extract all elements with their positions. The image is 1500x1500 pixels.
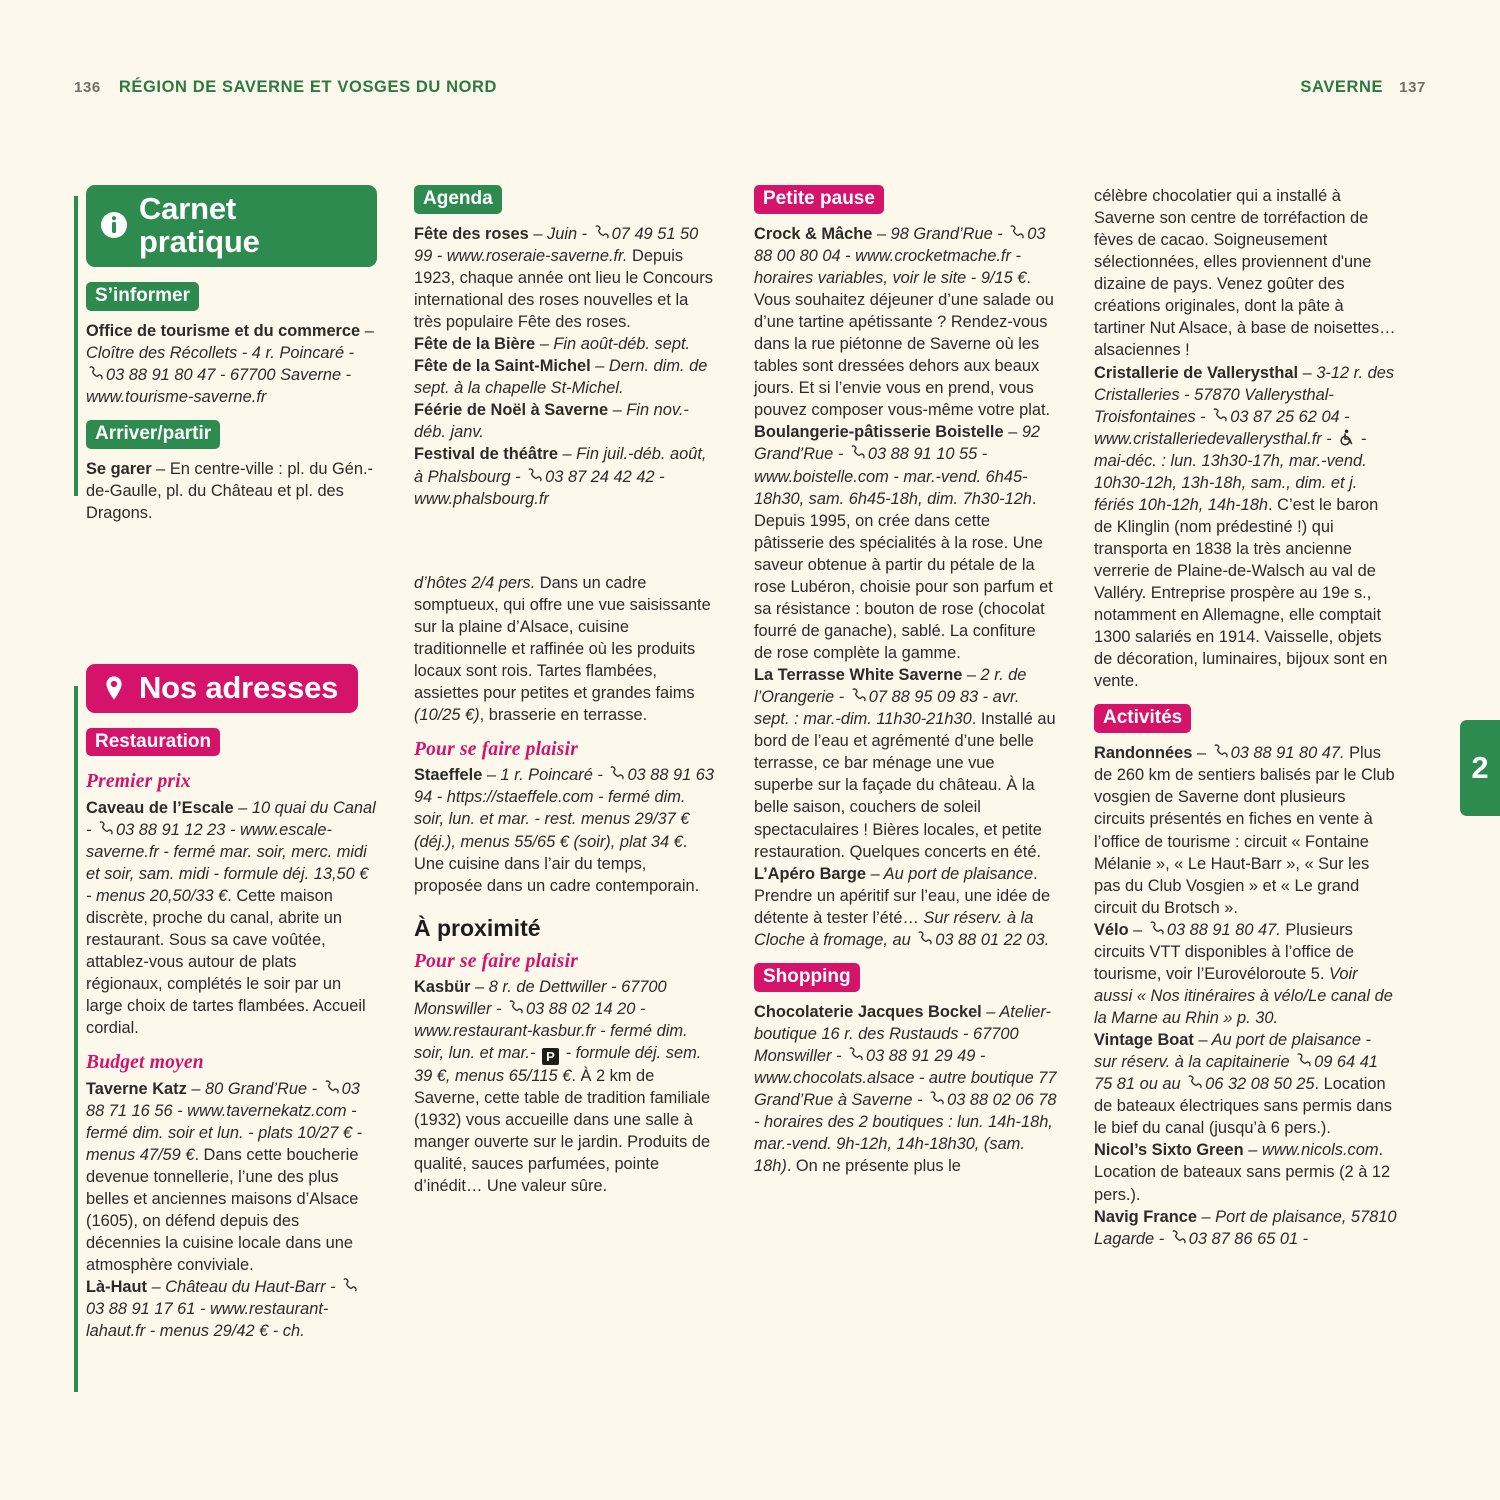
- entry-detail-3: .: [1044, 930, 1050, 949]
- entry-office-tourisme: [86, 320, 377, 408]
- entry-detail-2: - https://staeffele.com - fermé dim. soir, lun. et mar. - rest. menus 29/37 € (déj.), menus 55/65 € (soir), plat 34 €: [414, 788, 690, 851]
- entry-detail: – Juin -: [528, 224, 592, 243]
- entry-description: Depuis 1923, chaque année ont lieu le Concours international des roses nouvelles et la très populaire Fête des roses.: [414, 246, 713, 332]
- entry-se-garer: [86, 458, 377, 524]
- activites-chip: Activités: [1094, 704, 1191, 733]
- entry-name: Chocolaterie Jacques Bockel: [754, 1002, 982, 1021]
- entry-detail-3: - formule déj. sem. 39 €, menus 65/115 €: [414, 1044, 702, 1086]
- entry-name: Fête de la Saint-Michel: [414, 357, 591, 376]
- entry-phone: 03 88 91 29 49: [865, 1046, 976, 1065]
- entry-detail: – 1 r. Poincaré -: [482, 766, 608, 785]
- page-number-left: 136: [74, 79, 101, 96]
- parking-icon: P: [542, 1048, 559, 1065]
- entry-name: Office de tourisme et du commerce: [86, 321, 361, 340]
- entry-navig-france: [1094, 1206, 1397, 1250]
- entry-phone: 03 87 25 62 04: [1230, 407, 1340, 426]
- entry-detail-2: Sur réserv. à la Cloche à fromage, au: [754, 908, 1034, 949]
- page-number-right: 137: [1399, 79, 1426, 96]
- entry-cross-reference: Voir aussi « Nos itinéraires à vélo/Le canal de la Marne au Rhin » p. 30.: [1094, 964, 1393, 1028]
- entry-detail: d’hôtes 2/4 pers.: [414, 573, 536, 592]
- entry-detail: – Dern. dim. de sept. à la chapelle St-Michel.: [414, 357, 708, 398]
- entry-name: Vélo: [1094, 920, 1129, 939]
- entry-detail: –: [1192, 744, 1211, 763]
- entry-name: Se garer: [86, 459, 152, 478]
- entry-name: Caveau de l’Escale: [86, 798, 234, 817]
- phone-icon: [87, 365, 104, 382]
- phone-icon: [847, 1046, 864, 1063]
- entry-detail: – Fin août-déb. sept.: [535, 335, 691, 354]
- entry-detail-2: - www.crocketmache.fr - horaires variables, voir le site - 9/15 €: [754, 246, 1027, 287]
- entry-name: Fête des roses: [414, 224, 529, 243]
- entry-phone: 03 88 71 16 56: [86, 1079, 360, 1120]
- entry-detail-2: - www.chocolats.alsace - autre boutique 77 Grand’Rue à Saverne -: [754, 1046, 1057, 1109]
- entry-description: . Dans cette boucherie devenue tonnellerie, l’une des plus belles et anciennes maisons d’Alsace (1605), on défend depuis des décennies la cuisine locale dans une atmosphère conviviale.: [86, 1145, 359, 1274]
- carnet-pratique-banner: [86, 185, 377, 267]
- entry-velo: [1094, 919, 1397, 1029]
- rubric-budget-moyen: Budget moyen: [86, 1052, 204, 1074]
- running-head-right: [1300, 78, 1426, 97]
- entry-detail-3: - mai-déc. : lun. 13h30-17h, mar.-vend. 10h30-12h, 13h-18h, sam., dim. et j. fériés 10h-12h, 14h-18h: [1094, 429, 1367, 514]
- entry-phone: 03 87 86 65 01: [1188, 1229, 1299, 1248]
- agenda-chip: Agenda: [414, 185, 502, 214]
- entry-name: La Terrasse White Saverne: [754, 666, 963, 685]
- entry-detail-2: -: [1298, 1229, 1309, 1248]
- entry-phone: 03 88 91 10 55: [867, 445, 978, 464]
- restauration-chip: Restauration: [86, 728, 220, 757]
- entry-detail: – Au port de plaisance - sur réserv. à la capitainerie: [1094, 1031, 1371, 1072]
- entry-description: . Cette maison discrète, proche du canal, abrite un restaurant. Sous sa cave voûtée, attablez-vous autour de plats régionaux, complétés le soir par un large choix de tartes flambées. Accueil cordial.: [86, 886, 366, 1038]
- entry-detail-2: ou au: [1135, 1075, 1186, 1094]
- entry-phone: 07 88 95 09 83: [868, 688, 979, 707]
- column-4: [1094, 185, 1397, 1342]
- phone-icon: [850, 687, 867, 704]
- entry-text: – En centre-ville : pl. du Gén.-de-Gaulle, pl. du Château et pl. des Dragons.: [86, 459, 373, 522]
- map-pin-icon: [100, 674, 128, 702]
- phone-icon: [608, 765, 625, 782]
- phone-icon: [1148, 920, 1165, 937]
- entry-chocolaterie-bockel-continued: célèbre chocolatier qui a installé à Saverne son centre de torréfaction de fèves de cacao. Soigneusement sélectionnées, elles proviennent d'une dizaine de pays. Venez goûter des créations originales, dont la pâte à tartiner Nut Alsace, à base de noisettes… alsaciennes !: [1094, 187, 1396, 360]
- phone-icon: [916, 930, 933, 947]
- phone-icon: [1170, 1229, 1187, 1246]
- entry-cristallerie-vallerysthal: [1094, 362, 1397, 693]
- entry-detail-2: .: [1339, 744, 1345, 763]
- entry-detail: – 3-12 r. des Cristalleries - 57870 Vallerysthal-Troisfontaines -: [1094, 363, 1395, 426]
- entry-name: Nicol’s Sixto Green: [1094, 1141, 1244, 1160]
- entry-kasbur: [414, 976, 717, 1198]
- phone-icon: [593, 224, 610, 241]
- rubric-pour-se-faire-plaisir: Pour se faire plaisir: [414, 739, 578, 761]
- entry-description: Plusieurs circuits VTT disponibles à l’office de tourisme, voir l’Eurovéloroute 5.: [1094, 920, 1354, 983]
- entry-detail-2: - www.boistelle.com - mar.-vend. 6h45-18h30, sam. 6h45-18h, dim. 7h30-12h: [754, 445, 1032, 508]
- entry-phone: 03 88 91 12 23: [116, 820, 226, 839]
- entry-name: Festival de théâtre: [414, 445, 558, 464]
- entry-phone: 03 88 91 80 47: [106, 365, 216, 384]
- entry-name: Taverne Katz: [86, 1079, 187, 1098]
- a-proximite-heading: À proximité: [414, 914, 541, 941]
- entry-fete-des-roses: [414, 223, 717, 333]
- petite-pause-chip: Petite pause: [754, 185, 884, 214]
- entry-staeffele: [414, 764, 717, 896]
- entry-apero-barge: [754, 863, 1057, 951]
- nos-adresses-banner: [86, 664, 358, 712]
- entry-detail-2: .: [1276, 920, 1281, 939]
- entry-detail: – Château du Haut-Barr -: [147, 1278, 341, 1297]
- entry-phone: 09 64 41 75 81: [1094, 1053, 1378, 1094]
- entry-description: . Installé au bord de l’eau et agrémenté d’une belle terrasse, ce bar ménage une vue superbe sur la façade du château. À la belle saison, couchers de soleil spectaculaires ! Bières locales, et petite restauration. Quelques concerts en été.: [754, 710, 1056, 861]
- entry-chocolaterie-bockel: [754, 1001, 1057, 1178]
- entry-description: Dans un cadre somptueux, qui offre une vue saisissante sur la plaine d’Alsace, cuisine traditionnelle et raffinée où les produits locaux sont rois. Tartes flambées, assiettes pour petites et grandes faims: [414, 573, 711, 702]
- phone-icon: [97, 820, 114, 837]
- entry-detail-2: - www.phalsbourg.fr: [414, 467, 665, 508]
- entry-phone: 03 88 91 63 94: [414, 766, 715, 807]
- entry-la-haut: [86, 1276, 377, 1342]
- wheelchair-icon: [1338, 429, 1354, 446]
- entry-detail-2: - www.tavernekatz.com - fermé dim. soir et lun. - plats 10/27 € - menus 47/59 €: [86, 1101, 363, 1164]
- running-head-left: [74, 78, 497, 97]
- entry-detail: – Fin nov.-déb. janv.: [414, 401, 689, 442]
- phone-icon: [1212, 743, 1229, 760]
- entry-price: (10/25 €): [414, 706, 480, 725]
- phone-icon: [507, 999, 524, 1016]
- entry-name: Cristallerie de Vallerysthal: [1094, 363, 1299, 382]
- entry-name: Boulangerie-pâtisserie Boistelle: [754, 423, 1004, 442]
- entry-phone: 03 88 00 80 04: [754, 224, 1046, 265]
- entry-description: . Location de bateaux sans permis (2 à 12 pers.).: [1094, 1141, 1391, 1204]
- entry-phone: 03 88 91 80 47: [1230, 744, 1340, 763]
- phone-icon: [1186, 1074, 1203, 1091]
- entry-detail: – 2 r. de l’Orangerie -: [754, 666, 1027, 707]
- entry-fete-saint-michel: [414, 355, 717, 399]
- entry-detail: – 92 Grand’Rue -: [754, 423, 1041, 464]
- chapter-thumb-tab: 2: [1460, 720, 1500, 816]
- entry-name: Randonnées: [1094, 744, 1193, 763]
- entry-name: Kasbür: [414, 977, 471, 996]
- rubric-premier-prix: Premier prix: [86, 771, 191, 793]
- entry-feerie-noel: [414, 399, 717, 443]
- entry-detail: –: [1128, 920, 1147, 939]
- entry-description: . À 2 km de Saverne, cette table de tradition familiale (1932) vous accueille dans une salle à manger ouverte sur le jardin. Produits de qualité, sauces parfumées, pointe d’inédit… Une valeur sûre.: [414, 1067, 711, 1196]
- page-columns: [74, 185, 1426, 1342]
- rubric-pour-se-faire-plaisir-2: Pour se faire plaisir: [414, 950, 578, 972]
- entry-phone: 03 88 02 14 20: [525, 999, 636, 1018]
- phone-icon: [526, 467, 543, 484]
- running-head-left-title: RÉGION DE SAVERNE ET VOSGES DU NORD: [118, 78, 498, 96]
- entry-detail: – Au port de plaisance: [866, 864, 1034, 883]
- entry-detail-2: - www.cristalleriedevallerysthal.fr -: [1094, 407, 1350, 448]
- phone-icon: [1008, 224, 1025, 241]
- entry-name: Navig France: [1094, 1207, 1197, 1226]
- entry-description: . On ne présente plus le: [786, 1157, 961, 1176]
- phone-icon: [928, 1090, 945, 1107]
- entry-detail: – www.nicols.com: [1243, 1141, 1379, 1160]
- entry-festival-theatre: [414, 443, 717, 509]
- arriver-partir-chip: Arriver/partir: [86, 420, 220, 449]
- entry-name: Féérie de Noël à Saverne: [414, 401, 609, 420]
- entry-description: . Une cuisine dans l’air du temps, proposée dans un cadre contemporain.: [414, 832, 700, 895]
- carnet-pratique-label: Carnet pratique: [139, 191, 260, 260]
- entry-description: . C’est le baron de Klinglin (nom prédestiné !) qui transporta en 1838 la très ancienne verrerie de Plaine-de-Walsch au val de Valléry. Entreprise prospère au 19e s., notamment en Allemagne, elle comptait 1300 salariés en 1914. Vaisselle, objets de décoration, luminaires, bijoux sont en vente.: [1094, 495, 1388, 691]
- entry-detail: – Atelier-boutique 16 r. des Rustauds - 67700 Monswiller -: [754, 1002, 1051, 1065]
- sinformer-chip: S’informer: [86, 282, 199, 311]
- running-head-right-title: SAVERNE: [1300, 78, 1384, 96]
- nos-adresses-label: Nos adresses: [139, 670, 339, 706]
- entry-la-haut-continued: [414, 572, 717, 726]
- entry-phone: 03 88 01 22 03: [935, 930, 1045, 949]
- entry-detail: – Port de plaisance, 57810 Lagarde -: [1094, 1207, 1397, 1248]
- entry-phone: 03 87 24 42 42: [545, 467, 655, 486]
- entry-description-2: , brasserie en terrasse.: [479, 706, 648, 725]
- entry-name: Staeffele: [414, 766, 483, 785]
- column-3: [754, 185, 1057, 1342]
- entry-terrasse-white-saverne: [754, 664, 1057, 863]
- info-circle-icon: [100, 211, 128, 239]
- entry-detail-3: - horaires des 2 boutiques : lun. 14h-18h, mar.-vend. 9h-12h, 14h-18h30, (sam. 18h): [754, 1113, 1053, 1176]
- shopping-chip: Shopping: [754, 963, 860, 992]
- entry-detail: – 98 Grand’Rue -: [872, 224, 1008, 243]
- entry-taverne-katz: [86, 1078, 377, 1277]
- entry-crock-mache: [754, 223, 1057, 422]
- entry-detail: – 80 Grand’Rue -: [186, 1079, 322, 1098]
- column-2: [414, 185, 717, 1342]
- entry-detail-2: - www.escale-saverne.fr - fermé mar. soir, merc. midi et soir, sam. midi - formule déj. 13,50 € - menus 20,50/33 €: [86, 820, 369, 905]
- entry-detail: – Cloître des Récollets - 4 r. Poincaré -: [86, 321, 374, 362]
- entry-description: . Location de bateaux électriques sans permis dans le bief du canal (jusqu’à 6 pers.).: [1094, 1075, 1392, 1138]
- entry-detail: – 10 quai du Canal -: [86, 798, 376, 839]
- entry-phone: 07 49 51 50 99: [414, 224, 699, 265]
- entry-description: . Prendre un apéritif sur l’eau, une idée de détente à tester l’été…: [754, 864, 1051, 927]
- entry-boistelle: [754, 421, 1057, 664]
- entry-detail-2: - www.restaurant-kasbur.fr - fermé dim. soir, lun. et mar.-: [414, 999, 688, 1063]
- entry-nicols-sixto-green: [1094, 1139, 1397, 1205]
- column-1: [74, 185, 377, 1342]
- entry-description: . Depuis 1995, on crée dans cette pâtisserie des spécialités à la rose. Une saveur obtenue à partir du pétale de la rose Lubéron, choisie pour son parfum et sa résistance : bouton de rose (chocolat fourré de ganache), sablé. La confiture de rose complète la gamme.: [754, 489, 1053, 663]
- entry-description: Plus de 260 km de sentiers balisés par le Club vosgien de Saverne dont plusieurs circuits présentés en fiches en vente à l’office de tourisme : circuit « Fontaine Mélanie », « Le Haut-Barr », « Sur les pas du Club Vosgien » et « Le grand circuit du Brotsch ».: [1094, 744, 1395, 917]
- entry-phone-2: 03 88 02 06 78: [947, 1091, 1057, 1109]
- entry-description: . Vous souhaitez déjeuner d’une salade ou d’une tartine apétissante ? Rendez-vous dans la rue piétonne de Saverne où les tables sont dressées dehors aux beaux jours. Et si l’envie vous en prend, vous pouvez composer vous-même votre plat.: [754, 268, 1054, 420]
- entry-phone-2: 06 32 08 50 25: [1205, 1075, 1315, 1094]
- entry-phone: 03 88 91 17 61: [86, 1300, 196, 1319]
- phone-icon: [1211, 407, 1228, 424]
- entry-detail: – Fin juil.-déb. août, à Phalsbourg -: [414, 445, 707, 486]
- entry-detail-2: - www.roseraie-saverne.fr.: [432, 246, 628, 265]
- entry-phone: 03 88 91 80 47: [1166, 920, 1277, 939]
- entry-caveau-escale: [86, 797, 377, 1040]
- entry-detail-2: - 67700 Saverne - www.tourisme-saverne.fr: [86, 365, 352, 406]
- entry-vintage-boat: [1094, 1029, 1397, 1139]
- phone-icon: [341, 1277, 358, 1294]
- entry-name: Vintage Boat: [1094, 1031, 1194, 1050]
- entry-name: Fête de la Bière: [414, 335, 536, 354]
- entry-detail-2: - avr. sept. : mar.-dim. 11h30-21h30: [754, 688, 1020, 729]
- entry-name: Là-Haut: [86, 1278, 148, 1297]
- entry-detail-2: - www.restaurant-lahaut.fr - menus 29/42 € - ch.: [86, 1300, 329, 1341]
- entry-name: Crock & Mâche: [754, 224, 873, 243]
- phone-icon: [1295, 1052, 1312, 1069]
- phone-icon: [323, 1079, 340, 1096]
- entry-randonnees: [1094, 742, 1397, 919]
- entry-detail: – 8 r. de Dettwiller - 67700 Monswiller -: [414, 977, 667, 1018]
- entry-name: L’Apéro Barge: [754, 864, 867, 883]
- phone-icon: [849, 444, 866, 461]
- entry-fete-biere: [414, 333, 717, 355]
